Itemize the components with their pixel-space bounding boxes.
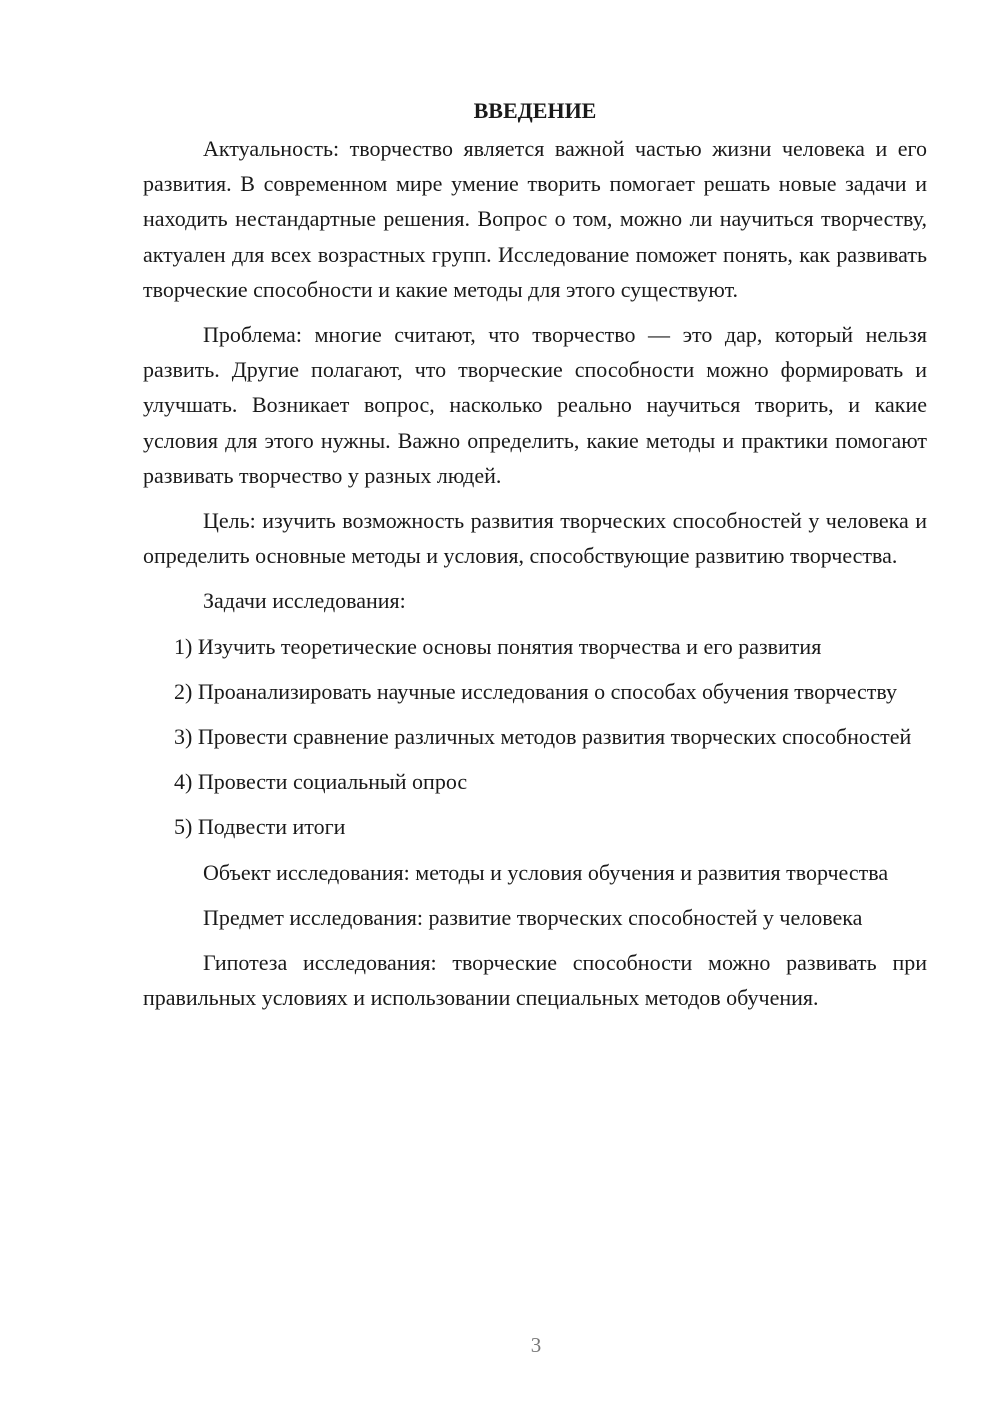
page-content bbox=[143, 93, 927, 1025]
page-number: 3 bbox=[530, 1333, 542, 1357]
task-item: 5) Подвести итоги bbox=[174, 814, 346, 840]
page-title: ВВЕДЕНИЕ bbox=[473, 98, 597, 123]
subject-paragraph: Предмет исследования: развитие творческих способностей у человека bbox=[203, 904, 863, 930]
task-item: 1) Изучить теоретические основы понятия творчества и его развития bbox=[174, 633, 822, 659]
task-item: 3) Провести сравнение различных методов развития творческих способностей bbox=[174, 724, 912, 750]
tasks-heading: Задачи исследования: bbox=[203, 588, 406, 614]
goal-paragraph: Цель: изучить возможность развития творческих способностей у человека и определить основные методы и условия, способствующие развитию творчества. bbox=[143, 508, 927, 569]
relevance-paragraph: Актуальность: творчество является важной частью жизни человека и его развития. В современном мире умение творить помогает решать новые задачи и находить нестандартные решения. Вопрос о том, можно ли научиться творчеству, актуален для всех возрастных групп. Исследование поможет понять, как развивать творческие способности и какие методы для этого существуют. bbox=[143, 136, 927, 302]
task-item: 2) Проанализировать научные исследования о способах обучения творчеству bbox=[174, 678, 898, 704]
task-item: 4) Провести социальный опрос bbox=[174, 769, 468, 795]
hypothesis-paragraph: Гипотеза исследования: творческие способности можно развивать при правильных условиях и использовании специальных методов обучения. bbox=[143, 950, 927, 1011]
problem-paragraph: Проблема: многие считают, что творчество — это дар, который нельзя развить. Другие полагают, что творческие способности можно формировать и улучшать. Возникает вопрос, насколько реально научиться творить, и какие условия для этого нужны. Важно определить, какие методы и практики помогают развивать творчество у разных людей. bbox=[143, 322, 927, 488]
object-paragraph: Объект исследования: методы и условия обучения и развития творчества bbox=[203, 859, 889, 885]
